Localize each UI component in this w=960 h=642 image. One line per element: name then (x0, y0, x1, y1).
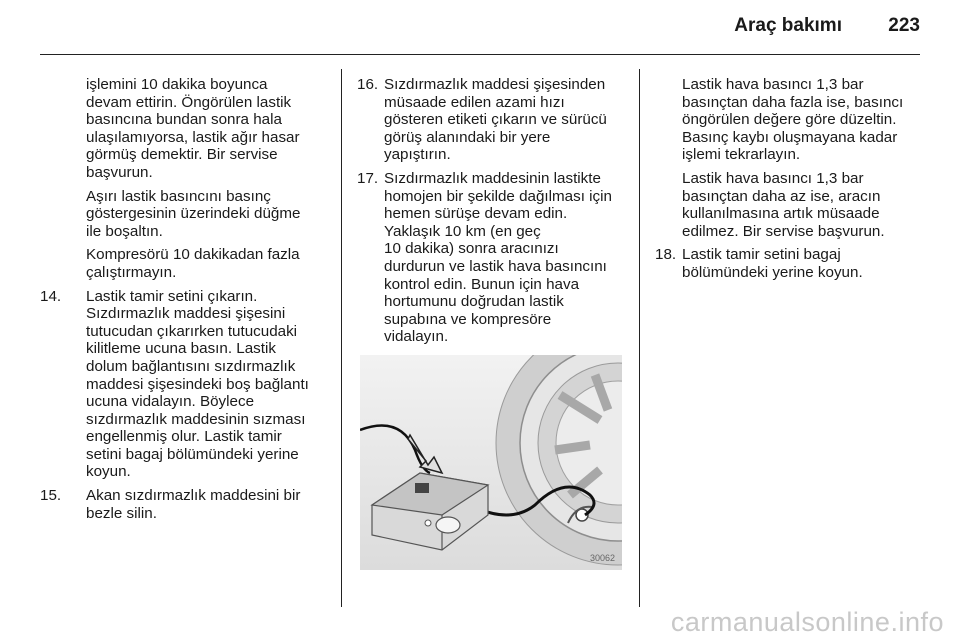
release-button-icon (425, 520, 431, 526)
text-line: durdurun ve lastik hava basıncını (384, 257, 607, 275)
text-line: hemen sürüşe devam edin. (384, 205, 568, 223)
watermark-footer: carmanualsonline.info (670, 607, 944, 637)
text-line: Sızdırmazlık maddesi şişesini (86, 305, 286, 323)
list-item (40, 487, 335, 522)
text-line: 10 dakika) sonra aracınızı (384, 240, 559, 258)
text-line: müsaade edilen azami hızı (384, 93, 565, 111)
text-line: ucuna vidalayın. Böylece (86, 393, 255, 411)
column-3 (655, 76, 935, 288)
item-number: 18. (655, 246, 677, 264)
paragraph (655, 76, 935, 164)
text-line: Sızdırmazlık maddesi şişesinden (384, 76, 606, 93)
text-line: görmüş demektir. Bir servise (86, 146, 278, 164)
list-item (40, 288, 335, 482)
text-line: devam ettirin. Öngörülen lastik (86, 93, 292, 111)
text-line: vidalayın. (384, 328, 449, 346)
text-line: gösteren etiketi çıkarın ve sürücü (384, 111, 607, 129)
text-line: işlemini 10 dakika boyunca (86, 76, 268, 93)
text-line: Akan sızdırmazlık maddesini bir (86, 487, 301, 505)
text-line: dolum bağlantısını sızdırmazlık (86, 357, 296, 375)
page-number: 223 (888, 15, 920, 36)
text-line: ulaşılamıyorsa, lastik ağır hasar (86, 128, 300, 146)
text-line: Yaklaşık 10 km (en geç (384, 222, 541, 240)
list-item (357, 170, 633, 346)
text-line: edilmez. Bir servise başvurun. (682, 222, 885, 240)
column-divider-left (341, 69, 342, 607)
column-2 (357, 76, 633, 352)
text-line: kullanılmasına artık müsaade (682, 205, 880, 223)
text-line: görüş alanındaki bir yere (384, 128, 551, 146)
compressor-figure-svg (360, 355, 622, 570)
item-number: 15. (40, 487, 62, 505)
text-line: bölümündeki yerine koyun. (682, 263, 863, 281)
text-line: Lastik hava basıncı 1,3 bar (682, 76, 864, 93)
switch-icon (415, 483, 429, 493)
text-line: öngörülen değere göre düzeltin. (682, 111, 897, 129)
text-line: bezle silin. (86, 504, 157, 522)
figure-label: 30062 (590, 553, 616, 563)
text-line: sızdırmazlık maddesinin sızması (86, 410, 306, 428)
text-line: supabına ve kompresöre (384, 310, 552, 328)
text-line: Kompresörü 10 dakikadan fazla (86, 246, 300, 264)
text-line: basıncına bundan sonra hala (86, 111, 282, 129)
text-line: işlemi tekrarlayın. (682, 146, 801, 164)
text-line: engellenmiş olur. Lastik tamir (86, 428, 282, 446)
list-item (655, 246, 935, 281)
item-number: 16. (357, 76, 379, 93)
text-line: Basınç kaybı oluşmayana kadar (682, 128, 898, 146)
paragraph (40, 76, 335, 182)
text-line: koyun. (86, 463, 131, 481)
paragraph (655, 170, 935, 240)
text-line: setini bagaj bölümündeki yerine (86, 445, 299, 463)
text-line: kontrol edin. Bunun için hava (384, 275, 580, 293)
paragraph (40, 188, 335, 241)
text-line: Sızdırmazlık maddesinin lastikte (384, 169, 601, 187)
text-line: basınçtan daha fazla ise, basıncı (682, 93, 904, 111)
text-line: başvurun. (86, 163, 153, 181)
column-divider-right (639, 69, 640, 607)
text-line: hortumunu doğrudan lastik (384, 293, 564, 311)
text-line: göstergesinin üzerindeki düğme (86, 205, 301, 223)
text-line: kilitleme ucuna basın. Lastik (86, 340, 276, 358)
text-line: Lastik hava basıncı 1,3 bar (682, 169, 864, 187)
text-line: tutucudan çıkarırken tutucudaki (86, 322, 298, 340)
text-line: ile boşaltın. (86, 222, 163, 240)
text-line: çalıştırmayın. (86, 263, 177, 281)
text-line: maddesi şişesindeki boş bağlantı (86, 375, 309, 393)
page-header-title: Araç bakımı (734, 15, 842, 36)
list-item (357, 76, 633, 164)
text-line: Lastik tamir setini çıkarın. (86, 287, 258, 305)
item-number: 17. (357, 169, 379, 187)
text-line: homojen bir şekilde dağılması için (384, 187, 612, 205)
pressure-gauge-icon (436, 517, 460, 533)
text-line: Lastik tamir setini bagaj (682, 246, 841, 264)
compressor-illustration (360, 355, 622, 570)
header-rule (40, 54, 920, 55)
paragraph (40, 246, 335, 281)
text-line: basınçtan daha az ise, aracın (682, 187, 881, 205)
column-1 (40, 76, 335, 528)
item-number: 14. (40, 287, 62, 305)
text-line: yapıştırın. (384, 146, 451, 164)
text-line: Aşırı lastik basıncını basınç (86, 187, 271, 205)
